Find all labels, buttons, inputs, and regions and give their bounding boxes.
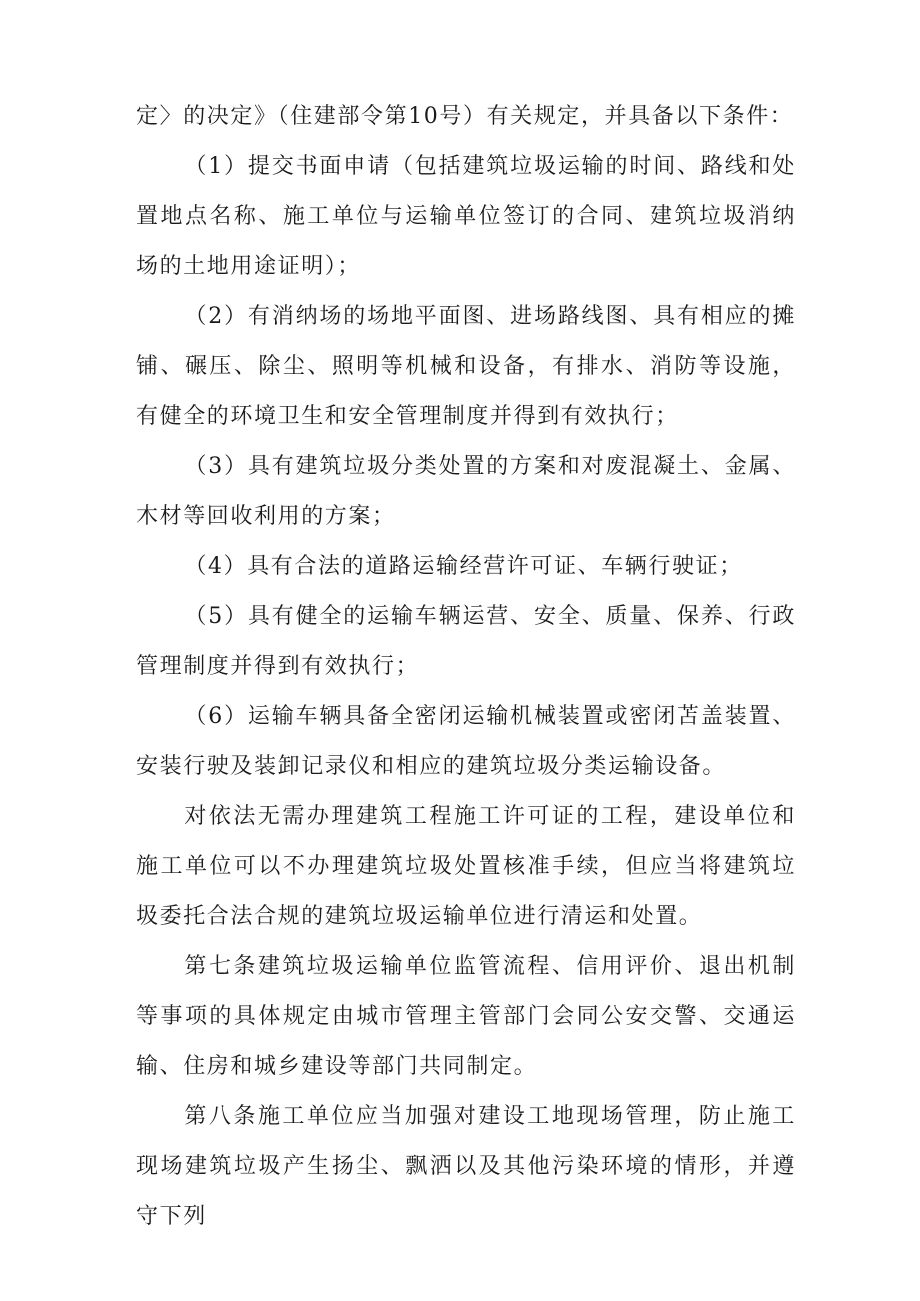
paragraph-condition-4: （4）具有合法的道路运输经营许可证、车辆行驶证； xyxy=(184,554,743,579)
paragraph-condition-3: （3）具有建筑垃圾分类处置的方案和对废混凝土、金属、木材等回收利用的方案； xyxy=(136,454,796,529)
paragraph-condition-5: （5）具有健全的运输车辆运营、安全、质量、保养、行政管理制度并得到有效执行； xyxy=(136,604,796,679)
paragraph-exemption: 对依法无需办理建筑工程施工许可证的工程，建设单位和施工单位可以不办理建筑垃圾处置核准手续，但应当将建筑垃圾委托合法合规的建筑垃圾运输单位进行清运和处置。 xyxy=(136,804,796,929)
paragraph-article-7: 第七条建筑垃圾运输单位监管流程、信用评价、退出机制等事项的具体规定由城市管理主管部门会同公安交警、交通运输、住房和城乡建设等部门共同制定。 xyxy=(136,954,796,1079)
paragraph-continuation: 定〉的决定》（住建部令第10号）有关规定，并具备以下条件： xyxy=(136,104,794,129)
paragraph-condition-2: （2）有消纳场的场地平面图、进场路线图、具有相应的摊铺、碾压、除尘、照明等机械和设备，有排水、消防等设施，有健全的环境卫生和安全管理制度并得到有效执行； xyxy=(136,304,796,429)
paragraph-article-8: 第八条施工单位应当加强对建设工地现场管理，防止施工现场建筑垃圾产生扬尘、飘洒以及其他污染环境的情形，并遵守下列 xyxy=(136,1104,796,1229)
paragraph-condition-6: （6）运输车辆具备全密闭运输机械装置或密闭苫盖装置、安装行驶及装卸记录仪和相应的建筑垃圾分类运输设备。 xyxy=(136,704,796,779)
paragraph-condition-1: （1）提交书面申请（包括建筑垃圾运输的时间、路线和处置地点名称、施工单位与运输单位签订的合同、建筑垃圾消纳场的土地用途证明）； xyxy=(136,154,796,279)
document-body xyxy=(136,92,796,1242)
